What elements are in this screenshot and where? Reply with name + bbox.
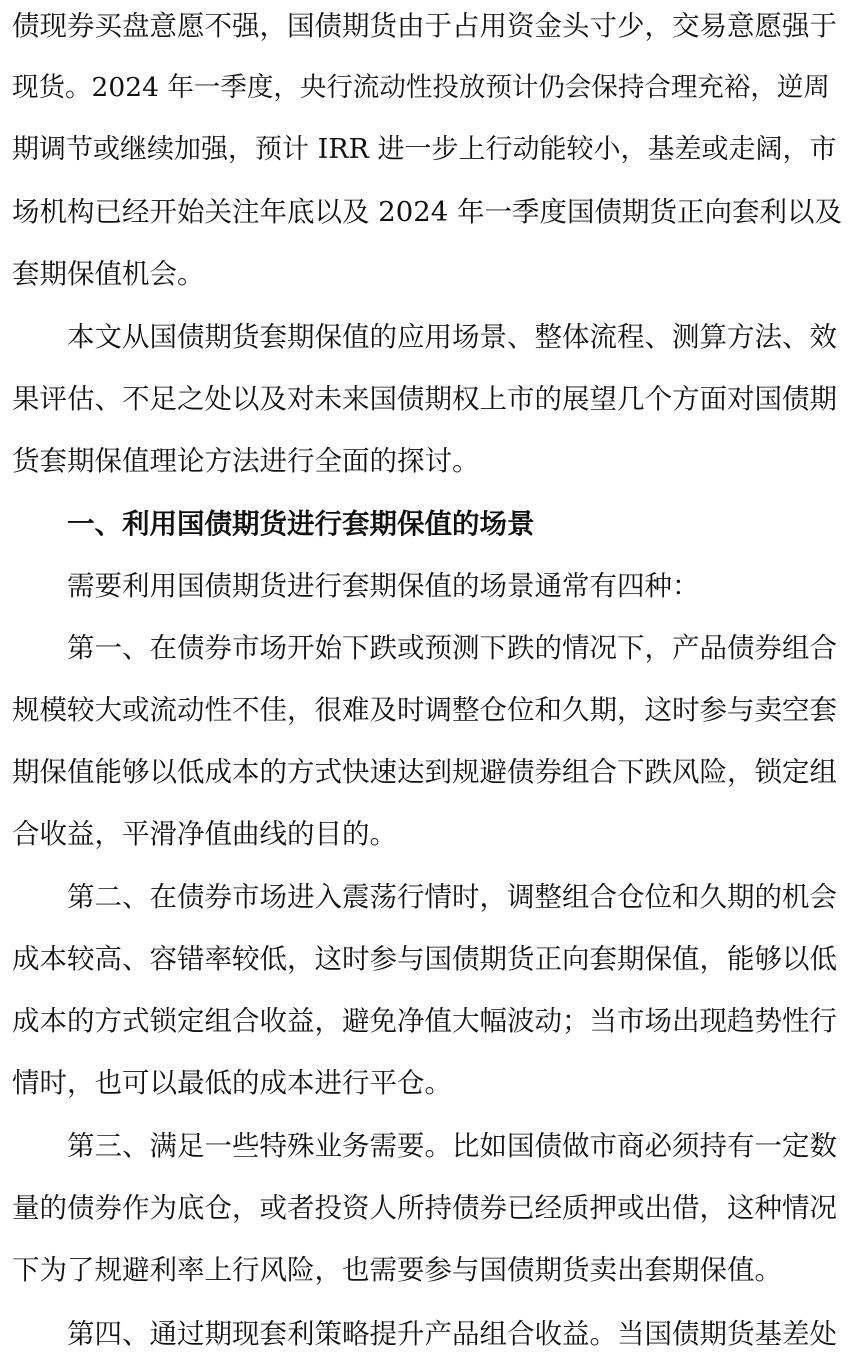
text-line: 规模较大或流动性不佳，很难及时调整仓位和久期，这时参与卖空套 [12, 694, 837, 726]
text-line: 第二、在债券市场进入震荡行情时，调整组合仓位和久期的机会 [67, 881, 837, 913]
text-line: 果评估、不足之处以及对未来国债期权上市的展望几个方面对国债期 [12, 383, 837, 415]
section-heading: 一、利用国债期货进行套期保值的场景 [67, 508, 535, 540]
text-line: 第一、在债券市场开始下跌或预测下跌的情况下，产品债券组合 [67, 632, 837, 664]
text-line: 情时，也可以最低的成本进行平仓。 [12, 1067, 452, 1099]
text-line: 需要利用国债期货进行套期保值的场景通常有四种： [67, 570, 700, 602]
text-line: 成本较高、容错率较低，这时参与国债期货正向套期保值，能够以低 [12, 943, 837, 975]
text-line: 本文从国债期货套期保值的应用场景、整体流程、测算方法、效 [67, 321, 837, 353]
text-line: 套期保值机会。 [12, 258, 205, 290]
text-line: 现货。2024 年一季度，央行流动性投放预计仍会保持合理充裕，逆周 [12, 72, 830, 103]
text-line: 第三、满足一些特殊业务需要。比如国债做市商必须持有一定数 [67, 1130, 837, 1162]
text-line: 成本的方式锁定组合收益，避免净值大幅波动；当市场出现趋势性行 [12, 1005, 837, 1037]
text-line: 第四、通过期现套利策略提升产品组合收益。当国债期货基差处 [67, 1318, 837, 1350]
text-line: 期保值能够以低成本的方式快速达到规避债券组合下跌风险，锁定组 [12, 756, 837, 788]
text-line: 货套期保值理论方法进行全面的探讨。 [12, 445, 480, 477]
text-line: 期调节或继续加强，预计 IRR 进一步上行动能较小，基差或走阔，市 [12, 134, 837, 165]
text-line: 下为了规避利率上行风险，也需要参与国债期货卖出套期保值。 [12, 1254, 782, 1286]
text-line: 量的债券作为底仓，或者投资人所持债券已经质押或出借，这种情况 [12, 1192, 837, 1224]
text-line: 合收益，平滑净值曲线的目的。 [12, 818, 397, 850]
text-line: 债现券买盘意愿不强，国债期货由于占用资金头寸少，交易意愿强于 [12, 10, 837, 42]
text-line: 场机构已经开始关注年底以及 2024 年一季度国债期货正向套利以及 [12, 196, 842, 228]
